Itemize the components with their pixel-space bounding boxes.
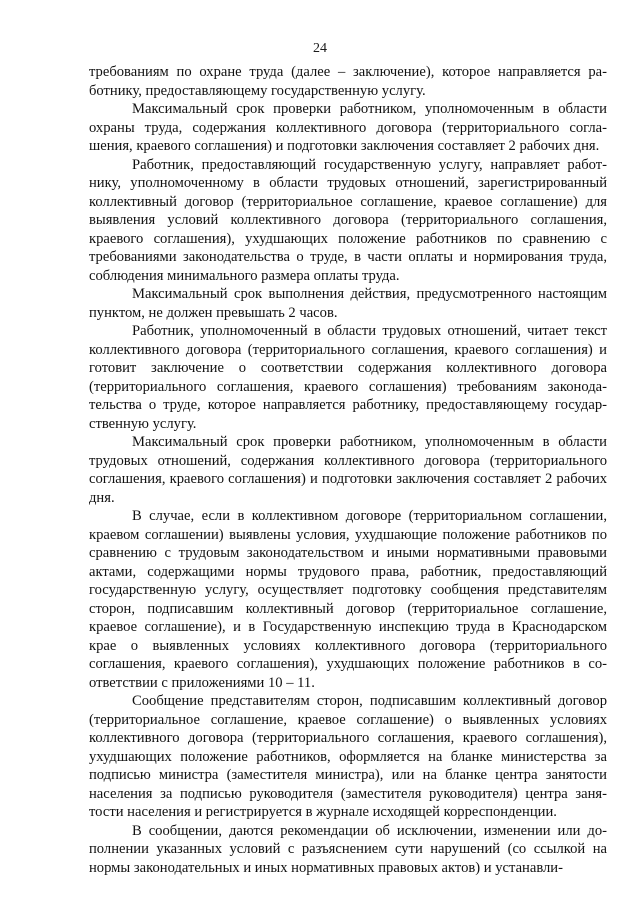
page-number: 24: [313, 41, 327, 56]
paragraph: В сообщении, даются рекомендации об исключении, изменении или дополнении указанных условий с разъяснением сути нарушений (со ссылкой на нормы законодательных и иных нормативных правовых актов) и устанавли-: [89, 822, 607, 876]
paragraph-continued: требованиям по охране труда (далее – заключение), которое направляется работнику, предоставляющему государственную услугу.: [89, 64, 607, 99]
paragraph: Максимальный срок проверки работником, уполномоченным в области трудовых отношений, содержания коллективного договора (территориального соглашения, краевого соглашения) и подготовки заключения составляет 2 рабочих дня.: [89, 434, 607, 506]
paragraph: Максимальный срок проверки работником, уполномоченным в области охраны труда, содержания коллективного договора (территориального соглашения, краевого соглашения) и подготовки заключения составляет 2 рабочих дня.: [89, 101, 607, 154]
paragraph: Работник, уполномоченный в области трудовых отношений, читает текст коллективного договора (территориального соглашения, краевого соглашения) и готовит заключение о соответствии содержания коллективного договора (территориального соглашения, краевого соглашения) требованиям законодательства о труде, которое направляется работнику, предоставляющему государственную услугу.: [89, 323, 607, 432]
paragraph: В случае, если в коллективном договоре (территориальном соглашении, краевом соглашении) выявлены условия, ухудшающие положение работников по сравнению с трудовым законодательством и иными нормативными правовыми актами, содержащими нормы трудового права, работник, предоставляющий государственную услугу, осуществляет подготовку сообщения представителям сторон, подписавшим коллективный договор (территориальное соглашение, краевое соглашение), и в Государственную инспекцию труда в Краснодарском крае о выявленных условиях коллективного договора (территориального соглашения, краевого соглашения), ухудшающих положение работников в соответствии с приложениями 10 – 11.: [89, 508, 607, 691]
paragraph: Сообщение представителям сторон, подписавшим коллективный договор (территориальное соглашение, краевое соглашение) о выявленных условиях коллективного договора (территориального соглашения, краевого соглашения), ухудшающих положение работников, оформляется на бланке министерства за подписью министра (заместителя министра), или на бланке центра занятости населения за подписью руководителя (заместителя руководителя) центра занятости населения и регистрируется в журнале исходящей корреспонденции.: [89, 693, 607, 820]
document-text: [89, 63, 607, 877]
paragraph: Работник, предоставляющий государственную услугу, направляет работнику, уполномоченному в области трудовых отношений, зарегистрированный коллективный договор (территориальное соглашение, краевое соглашение) для выявления условий коллективного договора (территориального соглашения, краевого соглашения), ухудшающих положение работников по сравнению с требованиями законодательства о труде, в части оплаты и нормирования труда, соблюдения минимального размера оплаты труда.: [89, 156, 607, 284]
paragraph: Максимальный срок выполнения действия, предусмотренного настоящим пунктом, не должен превышать 2 часов.: [89, 286, 607, 321]
